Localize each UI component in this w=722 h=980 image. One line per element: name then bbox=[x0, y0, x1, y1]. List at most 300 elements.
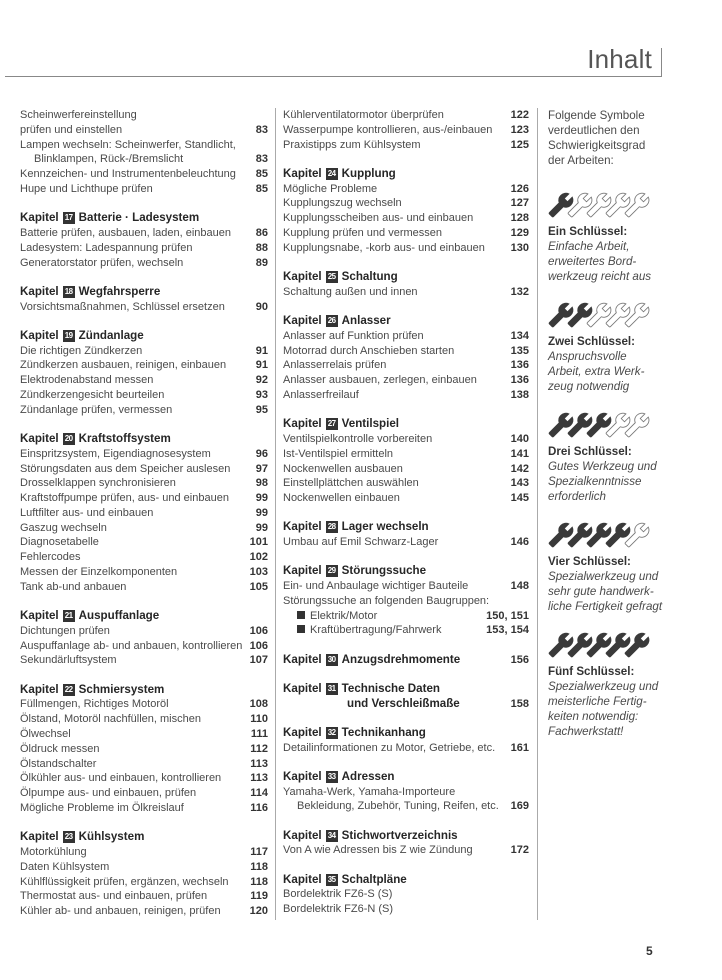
toc-entry[interactable] bbox=[20, 624, 268, 639]
toc-entry[interactable] bbox=[20, 904, 268, 919]
chapter-title: Kupplung bbox=[341, 166, 396, 180]
toc-entry[interactable] bbox=[20, 521, 268, 536]
entry-text bbox=[20, 550, 81, 565]
entry-text bbox=[20, 889, 207, 904]
entry-text bbox=[20, 182, 153, 197]
toc-entry[interactable] bbox=[20, 580, 268, 595]
chapter-heading[interactable] bbox=[20, 432, 268, 447]
entry-label: Kupplungszug wechseln bbox=[283, 197, 402, 210]
entry-label: Scheinwerfereinstellung bbox=[20, 109, 137, 121]
chapter-title: Schmiersystem bbox=[78, 682, 165, 696]
entry-label: Messen der Einzelkomponenten bbox=[20, 566, 178, 579]
toc-section bbox=[283, 653, 529, 668]
entry-label: Öldruck messen bbox=[20, 742, 100, 755]
toc-entry[interactable] bbox=[20, 712, 268, 727]
page-number: 106 bbox=[249, 624, 268, 637]
chapter-heading-text bbox=[20, 285, 160, 300]
page-number: 169 bbox=[510, 800, 529, 813]
entry-label: Motorkühlung bbox=[20, 846, 87, 858]
chapter-number-badge: 17 bbox=[63, 212, 75, 224]
entry-text bbox=[283, 182, 377, 197]
toc-entry[interactable] bbox=[283, 226, 529, 241]
page-number: 102 bbox=[249, 551, 268, 564]
toc-entry[interactable] bbox=[283, 211, 529, 226]
chapter-number-badge: 23 bbox=[63, 831, 75, 843]
entry-label: Generatorstator prüfen, wechseln bbox=[20, 256, 184, 269]
toc-entry[interactable] bbox=[20, 358, 268, 373]
toc-entry[interactable] bbox=[283, 447, 529, 462]
page-number: 83 bbox=[255, 123, 268, 136]
legend-intro-line: der Arbeiten: bbox=[548, 154, 614, 167]
chapter-number-badge: 29 bbox=[326, 565, 338, 577]
entry-label: Kühler ab- und anbauen, reinigen, prüfen bbox=[20, 905, 221, 918]
entry-label: Anlasser auf Funktion prüfen bbox=[283, 329, 424, 342]
entry-label: Ölkühler aus- und einbauen, kontrollieren bbox=[20, 772, 222, 785]
toc-section bbox=[20, 108, 268, 197]
chapter-label: Kapitel bbox=[283, 417, 322, 431]
chapter-heading[interactable] bbox=[283, 270, 529, 285]
entry-text bbox=[20, 226, 231, 241]
entry-label: Zündkerzen ausbauen, reinigen, einbauen bbox=[20, 359, 227, 372]
page-number: 136 bbox=[510, 374, 529, 387]
chapter-heading[interactable] bbox=[20, 683, 268, 698]
difficulty-description: liche Fertigkeit gefragt bbox=[548, 600, 663, 613]
toc-section bbox=[20, 285, 268, 315]
entry-label: Ein- und Anbaulage wichtiger Bauteile bbox=[283, 580, 469, 593]
page-number: 85 bbox=[255, 168, 268, 181]
toc-entry[interactable] bbox=[20, 108, 268, 123]
chapter-heading-text bbox=[283, 653, 460, 668]
wrench-rating bbox=[548, 410, 688, 442]
page-number: 134 bbox=[510, 329, 529, 342]
chapter-heading-text bbox=[283, 770, 395, 785]
chapter-label: Kapitel bbox=[283, 828, 322, 842]
page-number: 158 bbox=[510, 697, 529, 710]
entry-label: Kühlflüssigkeit prüfen, ergänzen, wechseln bbox=[20, 875, 229, 888]
toc-section bbox=[283, 770, 529, 814]
page-number: 132 bbox=[510, 285, 529, 298]
page-number: 127 bbox=[510, 197, 529, 210]
toc-entry[interactable] bbox=[20, 875, 268, 890]
toc-section bbox=[20, 211, 268, 270]
chapter-heading[interactable] bbox=[20, 211, 268, 226]
chapter-number-badge: 20 bbox=[63, 433, 75, 445]
chapter-title: Auspuffanlage bbox=[78, 609, 160, 623]
toc-entry[interactable] bbox=[283, 843, 529, 858]
toc-entry[interactable] bbox=[283, 123, 529, 138]
entry-label: Fehlercodes bbox=[20, 551, 81, 564]
chapter-heading-text bbox=[20, 432, 171, 447]
chapter-heading[interactable] bbox=[283, 682, 529, 697]
chapter-label: Kapitel bbox=[283, 520, 322, 534]
toc-entry[interactable] bbox=[20, 550, 268, 565]
page-number: 85 bbox=[255, 182, 268, 195]
toc-section bbox=[20, 329, 268, 418]
toc-section bbox=[20, 683, 268, 816]
toc-entry[interactable] bbox=[283, 785, 529, 800]
entry-text bbox=[20, 801, 184, 816]
toc-entry[interactable] bbox=[20, 167, 268, 182]
page-number: 140 bbox=[510, 432, 529, 445]
entry-label: Anlasser ausbauen, zerlegen, einbauen bbox=[283, 374, 477, 387]
toc-entry[interactable] bbox=[283, 491, 529, 506]
page-number: 96 bbox=[255, 447, 268, 460]
entry-text bbox=[20, 521, 107, 536]
toc-entry[interactable] bbox=[283, 476, 529, 491]
toc-entry[interactable] bbox=[283, 196, 529, 211]
difficulty-description: Arbeit, extra Werk- bbox=[548, 365, 645, 378]
page-number: 150, 151 bbox=[486, 609, 529, 622]
header-tick bbox=[661, 48, 662, 77]
chapter-title: Adressen bbox=[341, 769, 395, 783]
toc-entry[interactable] bbox=[20, 226, 268, 241]
entry-label: Luftfilter aus- und einbauen bbox=[20, 506, 154, 519]
toc-entry[interactable] bbox=[20, 786, 268, 801]
chapter-label: Kapitel bbox=[283, 725, 322, 739]
toc-entry[interactable] bbox=[20, 241, 268, 256]
entry-label: Einstellplättchen auswählen bbox=[283, 477, 419, 490]
toc-entry[interactable] bbox=[20, 373, 268, 388]
toc-entry[interactable] bbox=[283, 462, 529, 477]
entry-text bbox=[283, 447, 393, 462]
chapter-title: Stichwortverzeichnis bbox=[341, 828, 458, 842]
entry-label: Von A wie Adressen bis Z wie Zündung bbox=[283, 844, 473, 857]
toc-entry[interactable] bbox=[283, 887, 529, 902]
chapter-heading[interactable] bbox=[283, 873, 529, 888]
wrench-rating bbox=[548, 300, 688, 332]
entry-text bbox=[20, 653, 117, 668]
difficulty-description: erforderlich bbox=[548, 490, 606, 503]
toc-section bbox=[283, 829, 529, 859]
chapter-title-line2: und Verschleißmaße bbox=[347, 696, 460, 710]
entry-text bbox=[283, 108, 444, 123]
entry-label: Tank ab-und anbauen bbox=[20, 580, 127, 593]
entry-label: Dichtungen prüfen bbox=[20, 624, 110, 637]
toc-entry[interactable] bbox=[20, 757, 268, 772]
toc-section bbox=[283, 726, 529, 756]
difficulty-description: sehr gute handwerk- bbox=[548, 585, 654, 598]
entry-text bbox=[283, 432, 432, 447]
entry-label: Kupplungsnabe, -korb aus- und einbauen bbox=[283, 241, 485, 254]
chapter-label: Kapitel bbox=[20, 431, 59, 445]
entry-text bbox=[283, 785, 455, 800]
entry-label: Kennzeichen- und Instrumentenbeleuchtung bbox=[20, 168, 236, 181]
entry-text bbox=[20, 742, 99, 757]
page-number: 161 bbox=[510, 741, 529, 754]
entry-text bbox=[20, 462, 230, 477]
chapter-heading-text bbox=[283, 564, 426, 579]
page-number: 118 bbox=[250, 875, 268, 888]
chapter-label: Kapitel bbox=[20, 328, 59, 342]
toc-entry[interactable] bbox=[283, 373, 529, 388]
chapter-heading[interactable] bbox=[283, 167, 529, 182]
chapter-heading[interactable] bbox=[283, 564, 529, 579]
entry-label: Kupplungsscheiben aus- und einbauen bbox=[283, 212, 474, 225]
entry-text bbox=[20, 491, 229, 506]
page-number: 143 bbox=[510, 477, 529, 490]
difficulty-description: Gutes Werkzeug und bbox=[548, 460, 657, 473]
chapter-heading-text bbox=[283, 726, 426, 741]
toc-entry[interactable] bbox=[20, 138, 268, 153]
toc-entry[interactable] bbox=[283, 182, 529, 197]
toc-entry[interactable] bbox=[283, 623, 529, 638]
toc-entry[interactable] bbox=[20, 476, 268, 491]
page-number: 91 bbox=[255, 359, 268, 372]
page-number: 108 bbox=[249, 698, 268, 711]
page-number: 101 bbox=[249, 536, 268, 549]
page-number: 105 bbox=[249, 580, 268, 593]
entry-label: Ölstand, Motoröl nachfüllen, mischen bbox=[20, 713, 201, 726]
entry-label: Umbau auf Emil Schwarz-Lager bbox=[283, 536, 439, 549]
entry-label: Mögliche Probleme im Ölkreislauf bbox=[20, 802, 184, 815]
entry-label: Daten Kühlsystem bbox=[20, 860, 110, 873]
page-number: 156 bbox=[510, 653, 529, 666]
page-number: 114 bbox=[250, 787, 268, 800]
toc-entry[interactable] bbox=[20, 889, 268, 904]
toc-entry[interactable] bbox=[20, 447, 268, 462]
entry-text bbox=[20, 256, 183, 271]
chapter-heading-text bbox=[283, 829, 458, 844]
chapter-label: Kapitel bbox=[283, 313, 322, 327]
toc-entry[interactable] bbox=[20, 697, 268, 712]
toc-entry[interactable] bbox=[20, 491, 268, 506]
chapter-title: Wegfahrsperre bbox=[78, 284, 161, 298]
entry-label: Diagnosetabelle bbox=[20, 536, 99, 549]
chapter-label: Kapitel bbox=[20, 609, 59, 623]
page-number: 113 bbox=[250, 772, 268, 785]
entry-text bbox=[283, 211, 473, 226]
entry-label: Ölwechsel bbox=[20, 728, 71, 741]
entry-label: Ladesystem: Ladespannung prüfen bbox=[20, 241, 193, 254]
page-number: 136 bbox=[510, 359, 529, 372]
toc-entry[interactable] bbox=[283, 535, 529, 550]
entry-label: Nockenwellen einbauen bbox=[283, 492, 400, 505]
chapter-title: Batterie · Ladesystem bbox=[78, 211, 200, 225]
page-number: 88 bbox=[255, 241, 268, 254]
entry-label: Zündkerzengesicht beurteilen bbox=[20, 388, 165, 401]
entry-label: Yamaha-Werk, Yamaha-Importeure bbox=[283, 785, 456, 798]
bullet-square-icon bbox=[297, 625, 305, 633]
entry-text bbox=[283, 123, 492, 138]
bullet-square-icon bbox=[297, 611, 305, 619]
entry-label: Bordelektrik FZ6-S (S) bbox=[283, 888, 393, 901]
difficulty-description: Anspruchsvolle bbox=[548, 350, 627, 363]
chapter-label: Kapitel bbox=[283, 166, 322, 180]
toc-entry[interactable] bbox=[283, 329, 529, 344]
difficulty-level bbox=[548, 300, 688, 394]
entry-text bbox=[20, 388, 164, 403]
entry-label: Motorrad durch Anschieben starten bbox=[283, 344, 455, 357]
entry-text bbox=[283, 344, 454, 359]
entry-label: Ist-Ventilspiel ermitteln bbox=[283, 447, 394, 460]
toc-entry[interactable] bbox=[20, 653, 268, 668]
chapter-title: Lager wechseln bbox=[341, 520, 429, 534]
toc-entry[interactable] bbox=[283, 358, 529, 373]
toc-section bbox=[283, 167, 529, 256]
wrench-outline-icon bbox=[624, 300, 650, 330]
chapter-heading[interactable] bbox=[283, 653, 529, 668]
page-number: 153, 154 bbox=[486, 624, 529, 637]
chapter-number-badge: 31 bbox=[326, 683, 338, 695]
entry-label: Lampen wechseln: Scheinwerfer, Standlicht, bbox=[20, 138, 236, 151]
legend-intro bbox=[548, 108, 688, 168]
toc-entry[interactable] bbox=[20, 845, 268, 860]
entry-text bbox=[20, 860, 109, 875]
chapter-heading[interactable] bbox=[20, 329, 268, 344]
toc-entry[interactable] bbox=[283, 741, 529, 756]
entry-label: Kraftübertragung/Fahrwerk bbox=[310, 624, 442, 637]
toc-entry[interactable] bbox=[20, 535, 268, 550]
chapter-heading[interactable] bbox=[283, 829, 529, 844]
toc-entry[interactable] bbox=[283, 138, 529, 153]
entry-label: Kühlerventilatormotor überprüfen bbox=[283, 109, 444, 121]
page-number: 99 bbox=[255, 521, 268, 534]
toc-column-1 bbox=[20, 108, 268, 919]
toc-entry[interactable] bbox=[20, 388, 268, 403]
entry-text bbox=[283, 196, 402, 211]
toc-entry[interactable] bbox=[20, 300, 268, 315]
chapter-heading-text bbox=[283, 270, 398, 285]
toc-entry[interactable] bbox=[20, 256, 268, 271]
chapter-title: Zündanlage bbox=[78, 328, 144, 342]
chapter-heading[interactable] bbox=[20, 830, 268, 845]
chapter-heading[interactable] bbox=[283, 726, 529, 741]
chapter-heading-text bbox=[20, 211, 199, 226]
entry-text bbox=[20, 403, 172, 418]
chapter-label: Kapitel bbox=[283, 564, 322, 578]
page-number: 118 bbox=[250, 860, 268, 873]
toc-entry[interactable] bbox=[283, 108, 529, 123]
page-number: 128 bbox=[510, 212, 529, 225]
legend-intro-line: Folgende Symbole bbox=[548, 109, 645, 122]
chapter-heading[interactable] bbox=[283, 520, 529, 535]
toc-entry[interactable] bbox=[283, 285, 529, 300]
legend-intro-line: Schwierigkeitsgrad bbox=[548, 139, 646, 152]
page-number: 95 bbox=[255, 403, 268, 416]
chapter-heading[interactable] bbox=[283, 770, 529, 785]
toc-entry[interactable] bbox=[20, 639, 268, 654]
toc-entry[interactable] bbox=[20, 344, 268, 359]
difficulty-name: Vier Schlüssel: bbox=[548, 555, 631, 568]
chapter-heading-text bbox=[283, 520, 429, 535]
page-number: 119 bbox=[250, 890, 268, 903]
chapter-heading-text bbox=[283, 417, 399, 432]
toc-entry[interactable] bbox=[283, 432, 529, 447]
toc-entry[interactable] bbox=[283, 799, 529, 814]
chapter-number-badge: 19 bbox=[63, 330, 75, 342]
entry-text bbox=[20, 506, 153, 521]
toc-entry[interactable] bbox=[283, 241, 529, 256]
difficulty-name: Ein Schlüssel: bbox=[548, 225, 628, 238]
entry-text bbox=[20, 845, 87, 860]
page-number: 90 bbox=[255, 300, 268, 313]
entry-label: Elektrik/Motor bbox=[310, 609, 378, 622]
toc-entry[interactable] bbox=[20, 742, 268, 757]
entry-label: Bekleidung, Zubehör, Tuning, Reifen, etc. bbox=[297, 800, 499, 813]
chapter-number-badge: 32 bbox=[326, 727, 338, 739]
page-number: 103 bbox=[249, 566, 268, 579]
toc-section bbox=[283, 314, 529, 403]
chapter-heading[interactable] bbox=[283, 314, 529, 329]
entry-label: Blinklampen, Rück-/Bremslicht bbox=[34, 153, 184, 166]
chapter-label: Kapitel bbox=[283, 652, 322, 666]
toc-entry[interactable] bbox=[283, 609, 529, 624]
chapter-number-badge: 26 bbox=[326, 315, 338, 327]
difficulty-name: Fünf Schlüssel: bbox=[548, 665, 635, 678]
toc-entry[interactable] bbox=[283, 344, 529, 359]
column-divider bbox=[275, 108, 276, 920]
page-number: 116 bbox=[250, 802, 268, 815]
toc-entry[interactable] bbox=[20, 403, 268, 418]
entry-label: prüfen und einstellen bbox=[20, 123, 123, 136]
toc-entry[interactable] bbox=[283, 388, 529, 403]
page-number: 91 bbox=[255, 344, 268, 357]
chapter-heading-text bbox=[283, 314, 391, 329]
entry-text bbox=[20, 300, 225, 315]
difficulty-level bbox=[548, 520, 688, 614]
page-number: 110 bbox=[250, 713, 268, 726]
chapter-number-badge: 21 bbox=[63, 610, 75, 622]
toc-section bbox=[283, 682, 529, 712]
chapter-number-badge: 28 bbox=[326, 521, 338, 533]
entry-label: Anlasserfreilauf bbox=[283, 388, 359, 401]
difficulty-name: Zwei Schlüssel: bbox=[548, 335, 635, 348]
difficulty-description: Spezialwerkzeug und bbox=[548, 570, 659, 583]
chapter-heading[interactable] bbox=[283, 417, 529, 432]
chapter-heading-text bbox=[20, 683, 164, 698]
page-number: 5 bbox=[646, 944, 653, 958]
wrench-outline-icon bbox=[624, 410, 650, 440]
toc-entry[interactable] bbox=[20, 860, 268, 875]
page-number: 138 bbox=[510, 388, 529, 401]
chapter-heading[interactable] bbox=[20, 285, 268, 300]
difficulty-description: erweitertes Bord- bbox=[548, 255, 637, 268]
chapter-title: Kraftstoffsystem bbox=[78, 431, 171, 445]
difficulty-description: Fachwerkstatt! bbox=[548, 725, 624, 738]
page-number: 129 bbox=[510, 226, 529, 239]
page-number: 89 bbox=[255, 256, 268, 269]
entry-label: Störungssuche an folgenden Baugruppen: bbox=[283, 594, 490, 607]
entry-text bbox=[283, 902, 393, 917]
toc-entry[interactable] bbox=[20, 727, 268, 742]
column-divider bbox=[537, 108, 538, 920]
page-number: 107 bbox=[249, 654, 268, 667]
chapter-heading[interactable] bbox=[20, 609, 268, 624]
toc-section bbox=[283, 270, 529, 300]
entry-label: Ölpumpe aus- und einbauen, prüfen bbox=[20, 787, 197, 800]
chapter-title: Schaltpläne bbox=[341, 872, 407, 886]
toc-entry[interactable] bbox=[283, 594, 529, 609]
entry-text bbox=[20, 241, 192, 256]
toc-entry[interactable] bbox=[20, 771, 268, 786]
toc-entry[interactable] bbox=[20, 565, 268, 580]
page-number: 99 bbox=[255, 492, 268, 505]
toc-entry[interactable] bbox=[20, 123, 268, 138]
entry-label: Praxistipps zum Kühlsystem bbox=[283, 138, 421, 151]
entry-text bbox=[20, 757, 96, 772]
toc-entry[interactable] bbox=[20, 152, 268, 167]
toc-entry[interactable] bbox=[20, 506, 268, 521]
chapter-heading-text bbox=[20, 329, 144, 344]
toc-entry[interactable] bbox=[283, 902, 529, 917]
toc-entry[interactable] bbox=[283, 579, 529, 594]
chapter-title: Technikanhang bbox=[341, 725, 426, 739]
toc-section bbox=[283, 520, 529, 550]
toc-entry[interactable] bbox=[20, 462, 268, 477]
toc-entry[interactable] bbox=[20, 182, 268, 197]
toc-entry[interactable] bbox=[20, 801, 268, 816]
entry-label: Bordelektrik FZ6-N (S) bbox=[283, 903, 394, 916]
